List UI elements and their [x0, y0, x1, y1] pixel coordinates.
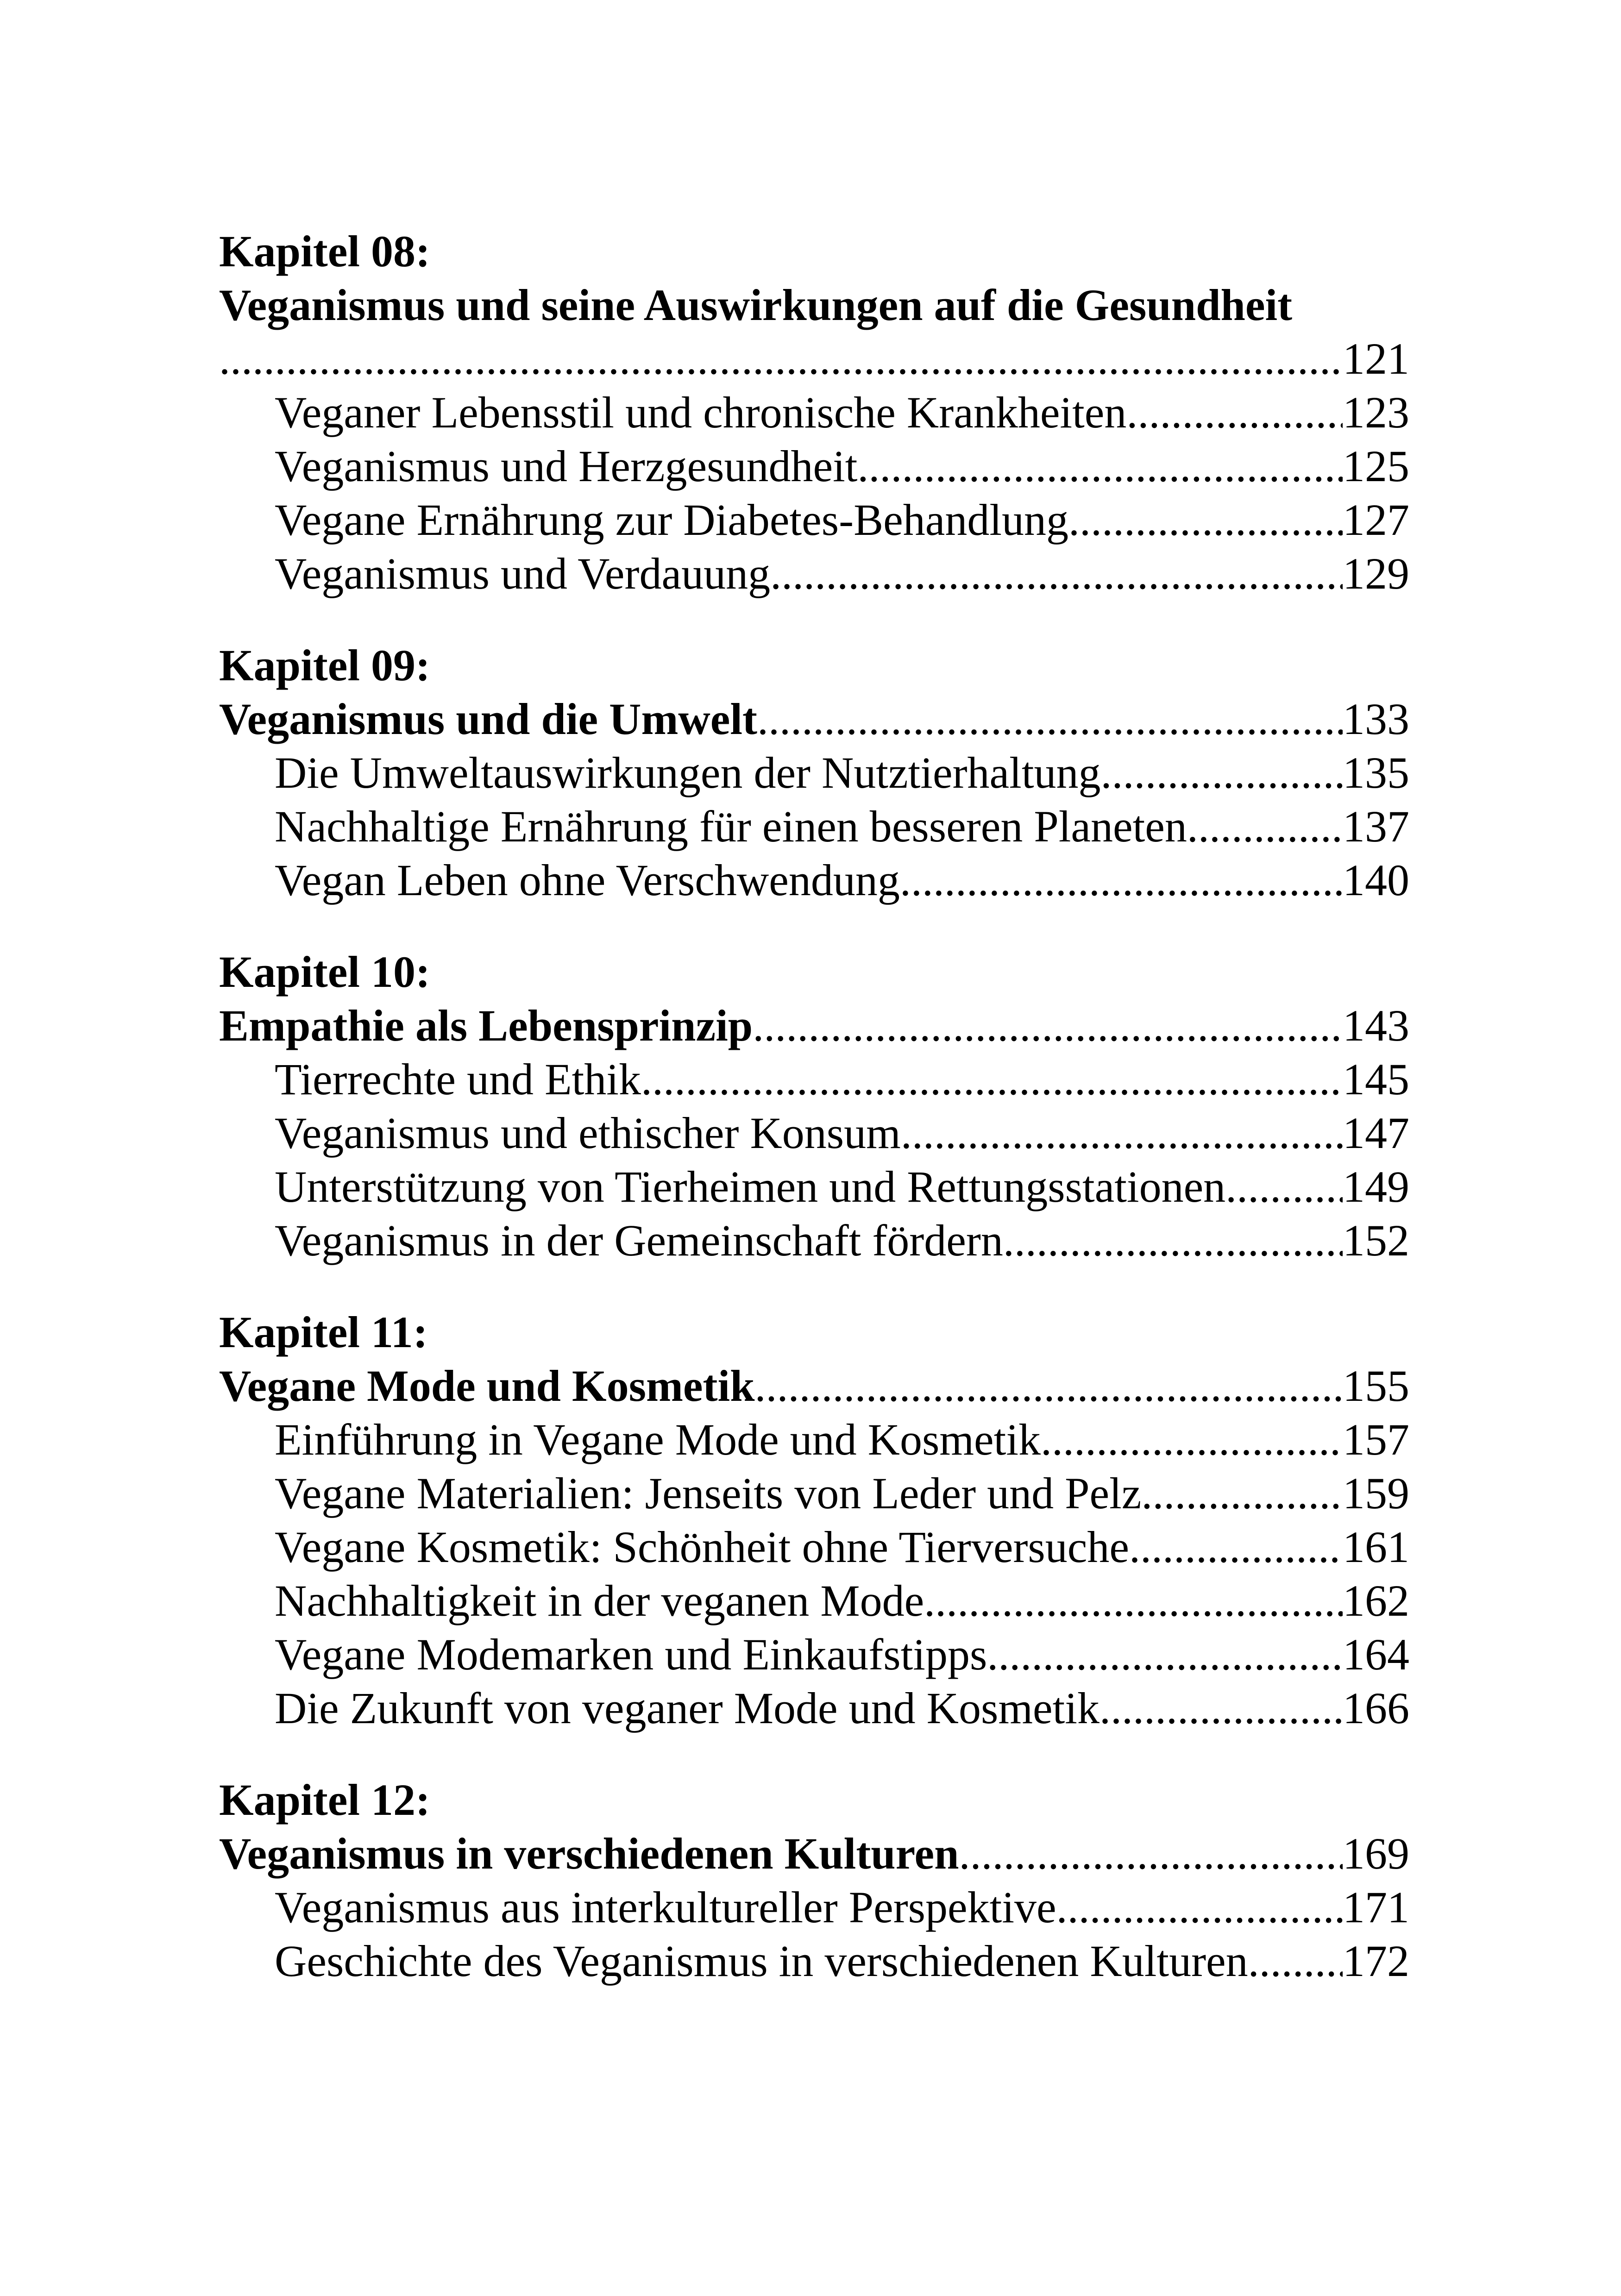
section-entry[interactable] [219, 547, 1409, 601]
chapter-label: Kapitel 12: [219, 1775, 430, 1825]
section-entry[interactable] [219, 1520, 1409, 1574]
page-number: 157 [1343, 1415, 1409, 1464]
chapter-entry[interactable] [219, 999, 1409, 1053]
dot-leader [1041, 1413, 1343, 1467]
section-title: Unterstützung von Tierheimen und Rettungsstationen [275, 1162, 1226, 1211]
dot-leader [755, 1359, 1343, 1413]
chapter-08 [219, 225, 1409, 601]
dot-leader [770, 547, 1343, 601]
chapter-label: Kapitel 08: [219, 226, 430, 276]
dot-leader [959, 1827, 1343, 1881]
chapter-title: Vegane Mode und Kosmetik [219, 1361, 755, 1411]
section-title: Veganismus in der Gemeinschaft fördern [275, 1216, 1003, 1265]
section-entry[interactable] [219, 1574, 1409, 1628]
page-number: 155 [1343, 1361, 1409, 1411]
section-title: Vegane Ernährung zur Diabetes-Behandlung [275, 495, 1069, 545]
section-title: Die Umweltauswirkungen der Nutztierhaltung [275, 748, 1101, 797]
section-entry[interactable] [219, 1413, 1409, 1467]
section-title: Nachhaltige Ernährung für einen besseren Planeten [275, 802, 1187, 851]
dot-leader [753, 999, 1343, 1053]
dot-leader [1003, 1214, 1343, 1267]
chapter-title: Veganismus in verschiedenen Kulturen [219, 1829, 959, 1878]
page-number: 137 [1343, 802, 1409, 851]
page-number: 162 [1343, 1576, 1409, 1625]
dot-leader [1225, 1160, 1343, 1214]
page-number: 147 [1343, 1108, 1409, 1158]
chapter-entry[interactable] [219, 332, 1409, 386]
page-number: 140 [1343, 855, 1409, 905]
dot-leader [757, 692, 1343, 746]
section-title: Vegan Leben ohne Verschwendung [275, 855, 900, 905]
chapter-10 [219, 945, 1409, 1267]
page-number: 171 [1343, 1882, 1409, 1932]
page-number: 172 [1343, 1936, 1409, 1986]
dot-leader [1101, 746, 1343, 800]
page-number: 135 [1343, 748, 1409, 797]
page-number: 169 [1343, 1829, 1409, 1878]
section-title: Vegane Kosmetik: Schönheit ohne Tierversuche [275, 1522, 1129, 1572]
dot-leader [219, 332, 1343, 386]
chapter-12 [219, 1773, 1409, 1988]
section-title: Geschichte des Veganismus in verschiedenen Kulturen [275, 1936, 1248, 1986]
dot-leader [1068, 493, 1343, 547]
dot-leader [1248, 1934, 1343, 1988]
section-entry[interactable] [219, 746, 1409, 800]
chapter-title: Veganismus und die Umwelt [219, 694, 757, 744]
dot-leader [1100, 1681, 1343, 1735]
section-title: Veganismus und Herzgesundheit [275, 441, 858, 491]
chapter-title: Empathie als Lebensprinzip [219, 1001, 753, 1050]
page-number: 145 [1343, 1054, 1409, 1104]
page-number: 127 [1343, 495, 1409, 545]
page-number: 152 [1343, 1216, 1409, 1265]
section-entry[interactable] [219, 1053, 1409, 1106]
section-entry[interactable] [219, 439, 1409, 493]
section-entry[interactable] [219, 386, 1409, 439]
page-number: 143 [1343, 1001, 1409, 1050]
dot-leader [1187, 800, 1343, 853]
section-title: Einführung in Vegane Mode und Kosmetik [275, 1415, 1041, 1464]
section-title: Veganer Lebensstil und chronische Krankheiten [275, 388, 1127, 437]
section-entry[interactable] [219, 853, 1409, 907]
chapter-title: Veganismus und seine Auswirkungen auf die Gesundheit [219, 280, 1293, 330]
section-title: Veganismus und Verdauung [275, 549, 771, 598]
section-entry[interactable] [219, 1681, 1409, 1735]
section-title: Veganismus aus interkultureller Perspektive [275, 1882, 1056, 1932]
page-number: 121 [1343, 334, 1409, 383]
section-entry[interactable] [219, 800, 1409, 853]
page-number: 149 [1343, 1162, 1409, 1211]
page-number: 129 [1343, 549, 1409, 598]
page-number: 125 [1343, 441, 1409, 491]
section-entry[interactable] [219, 1106, 1409, 1160]
table-of-contents [219, 225, 1409, 2026]
dot-leader [901, 1106, 1343, 1160]
section-entry[interactable] [219, 1881, 1409, 1934]
section-title: Veganismus und ethischer Konsum [275, 1108, 901, 1158]
chapter-entry[interactable] [219, 1827, 1409, 1881]
section-title: Nachhaltigkeit in der veganen Mode [275, 1576, 924, 1625]
section-title: Vegane Modemarken und Einkaufstipps [275, 1630, 987, 1679]
chapter-label: Kapitel 10: [219, 947, 430, 997]
section-title: Vegane Materialien: Jenseits von Leder und Pelz [275, 1468, 1142, 1518]
dot-leader [1141, 1467, 1343, 1520]
section-title: Tierrechte und Ethik [275, 1054, 641, 1104]
page-number: 161 [1343, 1522, 1409, 1572]
dot-leader [924, 1574, 1343, 1628]
page-number: 166 [1343, 1683, 1409, 1733]
chapter-11 [219, 1305, 1409, 1735]
page-number: 133 [1343, 694, 1409, 744]
section-entry[interactable] [219, 1160, 1409, 1214]
dot-leader [857, 439, 1343, 493]
chapter-entry[interactable] [219, 692, 1409, 746]
dot-leader [1129, 1520, 1343, 1574]
section-entry[interactable] [219, 1628, 1409, 1681]
chapter-label: Kapitel 09: [219, 640, 430, 690]
page-number: 123 [1343, 388, 1409, 437]
section-entry[interactable] [219, 1467, 1409, 1520]
chapter-label: Kapitel 11: [219, 1307, 428, 1357]
section-entry[interactable] [219, 1214, 1409, 1267]
dot-leader [1056, 1881, 1343, 1934]
chapter-09 [219, 639, 1409, 907]
page-number: 159 [1343, 1468, 1409, 1518]
dot-leader [1126, 386, 1343, 439]
dot-leader [987, 1628, 1343, 1681]
page-number: 164 [1343, 1630, 1409, 1679]
section-entry[interactable] [219, 1934, 1409, 1988]
dot-leader [641, 1053, 1343, 1106]
dot-leader [900, 853, 1343, 907]
chapter-entry[interactable] [219, 1359, 1409, 1413]
section-entry[interactable] [219, 493, 1409, 547]
section-title: Die Zukunft von veganer Mode und Kosmetik [275, 1683, 1100, 1733]
